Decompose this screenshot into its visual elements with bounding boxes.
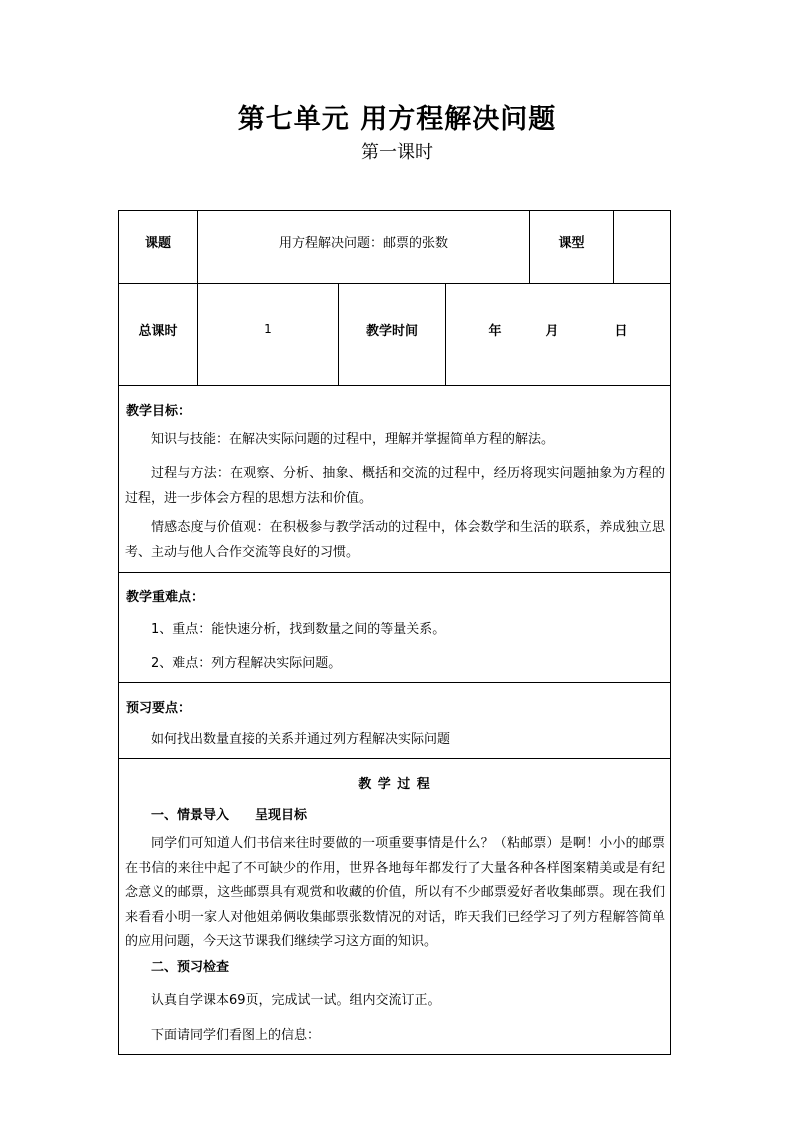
document-subtitle: 第一课时	[361, 142, 433, 163]
step2-title: 二、预习检查	[151, 960, 230, 975]
objectives-title: 教学目标：	[126, 404, 192, 419]
objective-process: 过程与方法：在观察、分析、抽象、概括和交流的过程中，经历将现实问题抽象为方程的过程，进一步体会方程的思想方法和价值。	[125, 466, 665, 506]
objective-knowledge: 知识与技能：在解决实际问题的过程中，理解并掌握简单方程的解法。	[151, 432, 555, 447]
step2-text-1: 认真自学课本69页，完成试一试。组内交流订正。	[151, 993, 441, 1008]
objective-attitude: 情感态度与价值观：在积极参与教学活动的过程中，体会数学和生活的联系，养成独立思考、主动与他人合作交流等良好的习惯。	[125, 520, 665, 560]
row-divider	[119, 682, 670, 683]
teaching-time-label: 教学时间	[365, 323, 418, 339]
day-label: 日	[614, 323, 628, 339]
preview-title: 预习要点：	[126, 701, 192, 716]
step1-text: 同学们可知道人们书信来往时要做的一项重要事情是什么？（粘邮票）是啊！小小的邮票在书信的来往中起了不可缺少的作用，世界各地每年都发行了大量各种各样图案精美或是有纪念意义的邮票，这些邮票具有观赏和收藏的价值，所以有不少邮票爱好者收集邮票。现在我们来看看小明一家人对他姐弟俩收集邮票张数情况的对话，昨天我们已经学习了列方程解答简单的应用问题，今天这节课我们继续学习这方面的知识。	[125, 836, 665, 949]
key-point-item: 1、重点：能快速分析，找到数量之间的等量关系。	[151, 622, 446, 637]
topic-label: 课题	[144, 235, 171, 251]
row-divider	[119, 385, 670, 386]
document-title: 第七单元 用方程解决问题	[237, 104, 557, 135]
difficult-point-item: 2、难点：列方程解决实际问题。	[151, 656, 342, 671]
year-label: 年	[488, 323, 502, 339]
step1-title: 一、情景导入 呈现目标	[151, 808, 308, 823]
month-label: 月	[545, 323, 559, 339]
row-divider	[119, 758, 670, 759]
row-divider	[119, 572, 670, 573]
lesson-plan-table	[118, 210, 671, 1055]
preview-text: 如何找出数量直接的关系并通过列方程解决实际问题	[151, 732, 451, 747]
key-points-title: 教学重难点：	[126, 590, 205, 605]
column-divider	[445, 283, 446, 385]
topic-value: 用方程解决问题：邮票的张数	[278, 235, 448, 251]
lesson-type-value	[614, 211, 670, 271]
step2-text-2: 下面请同学们看图上的信息：	[151, 1028, 321, 1043]
total-hours-value: 1	[264, 322, 272, 336]
total-hours-label: 总课时	[138, 323, 178, 339]
process-title: 教 学 过 程	[358, 776, 431, 792]
lesson-type-label: 课型	[558, 235, 585, 251]
